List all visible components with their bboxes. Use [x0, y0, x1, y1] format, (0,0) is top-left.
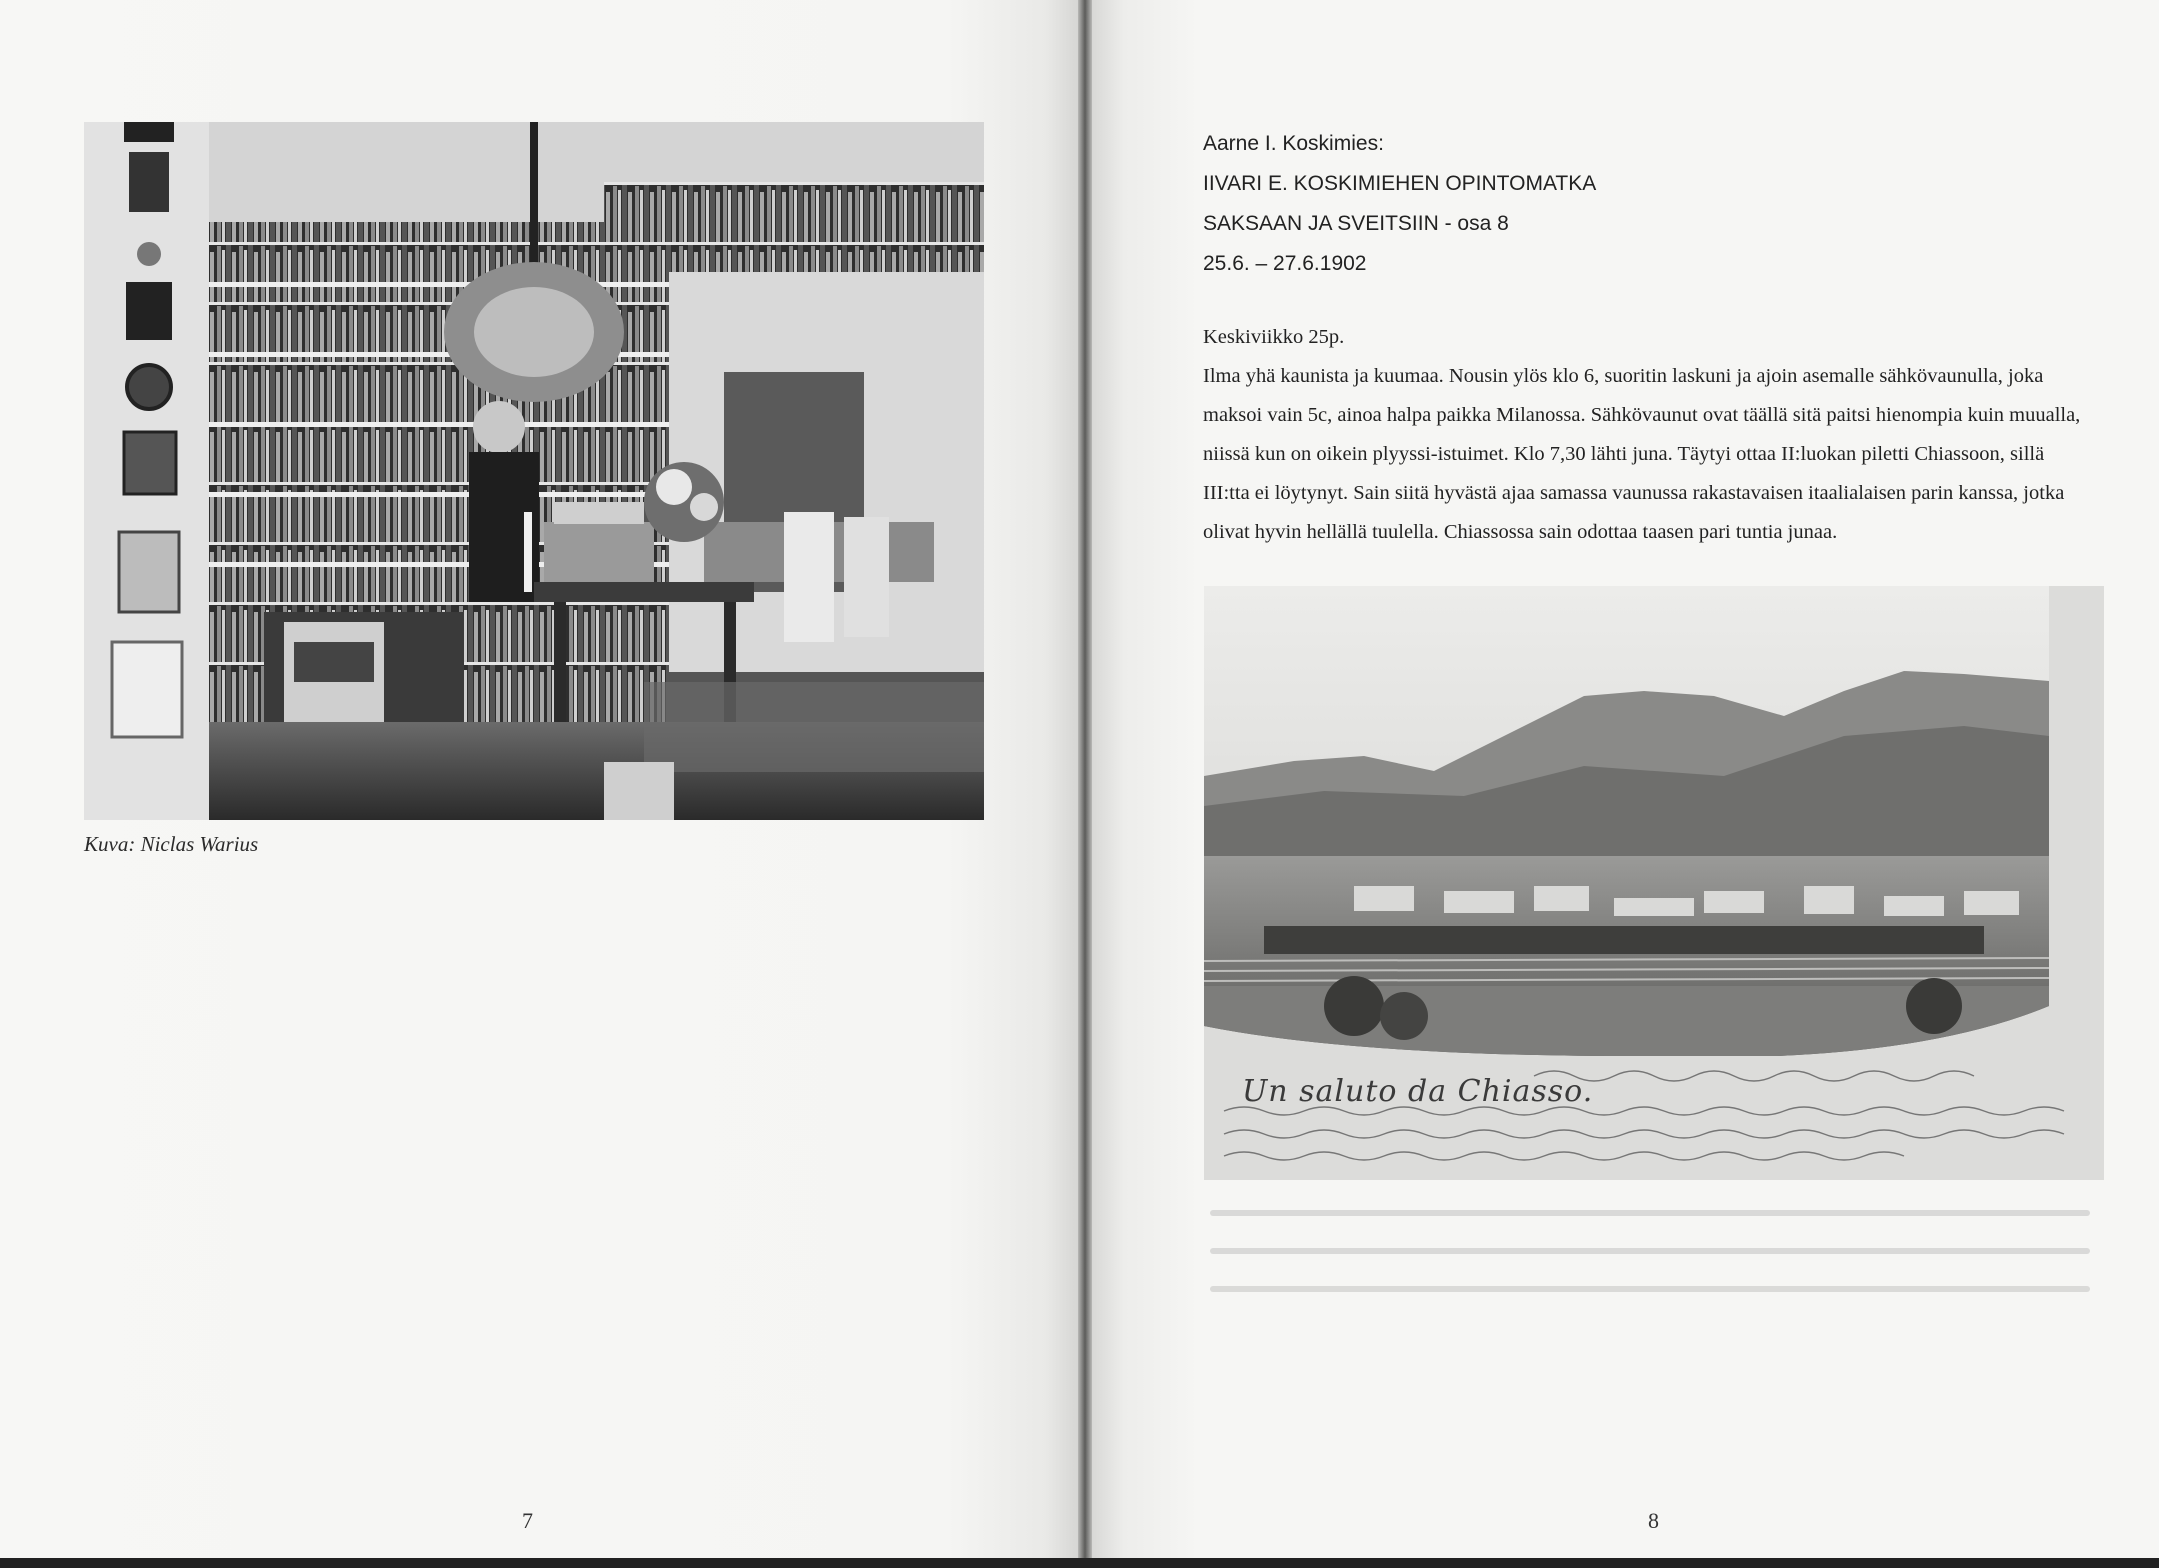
body-paragraph: Ilma yhä kaunista ja kuumaa. Nousin ylös klo 6, suoritin laskuni ja ajoin asemalle sähkövaunulla, joka maksoi vain 5c, ainoa halpa paikka Milanossa. Sähkövaunut ovat täällä sitä paitsi hienompia kuin muualla, niissä kun on oikein plyyssi-istuimet. Klo 7,30 lähti juna. Täytyi ottaa II:luokan piletti Chiassoon, sillä III:tta ei löytynyt. Sain siitä hyvästä ajaa samassa vaunussa rakastavaisen itaalialaisen parin kanssa, jotka olivat hyvin hellällä tuulella. Chiassossa sain odottaa taasen pari tuntia junaa. [1203, 365, 2081, 543]
chiasso-postcard [1204, 586, 2104, 1180]
dates-line: 25.6. – 27.6.1902 [1203, 252, 1367, 275]
day-heading: Keskiviikko 25p. [1203, 326, 1345, 348]
scanner-edge [0, 1558, 2159, 1568]
ghost-line [1210, 1210, 2090, 1216]
ghost-line [1210, 1286, 2090, 1292]
article-header [1203, 124, 1596, 284]
postcard-caption: Un saluto da Chiasso. [1242, 1074, 1594, 1109]
library-photo [84, 122, 984, 820]
page-number-right: 8 [1648, 1508, 1659, 1533]
book-gutter [1078, 0, 1092, 1568]
photo-caption: Kuva: Niclas Warius [84, 832, 259, 856]
left-page [0, 0, 1078, 1558]
title-line-1: IIVARI E. KOSKIMIEHEN OPINTOMATKA [1203, 172, 1597, 195]
show-through-text [1210, 1210, 2090, 1330]
author-line: Aarne I. Koskimies: [1203, 132, 1384, 155]
title-line-2: SAKSAAN JA SVEITSIIN - osa 8 [1203, 212, 1509, 235]
ghost-line [1210, 1248, 2090, 1254]
page-number-left: 7 [522, 1508, 533, 1533]
article-body [1203, 318, 2083, 552]
